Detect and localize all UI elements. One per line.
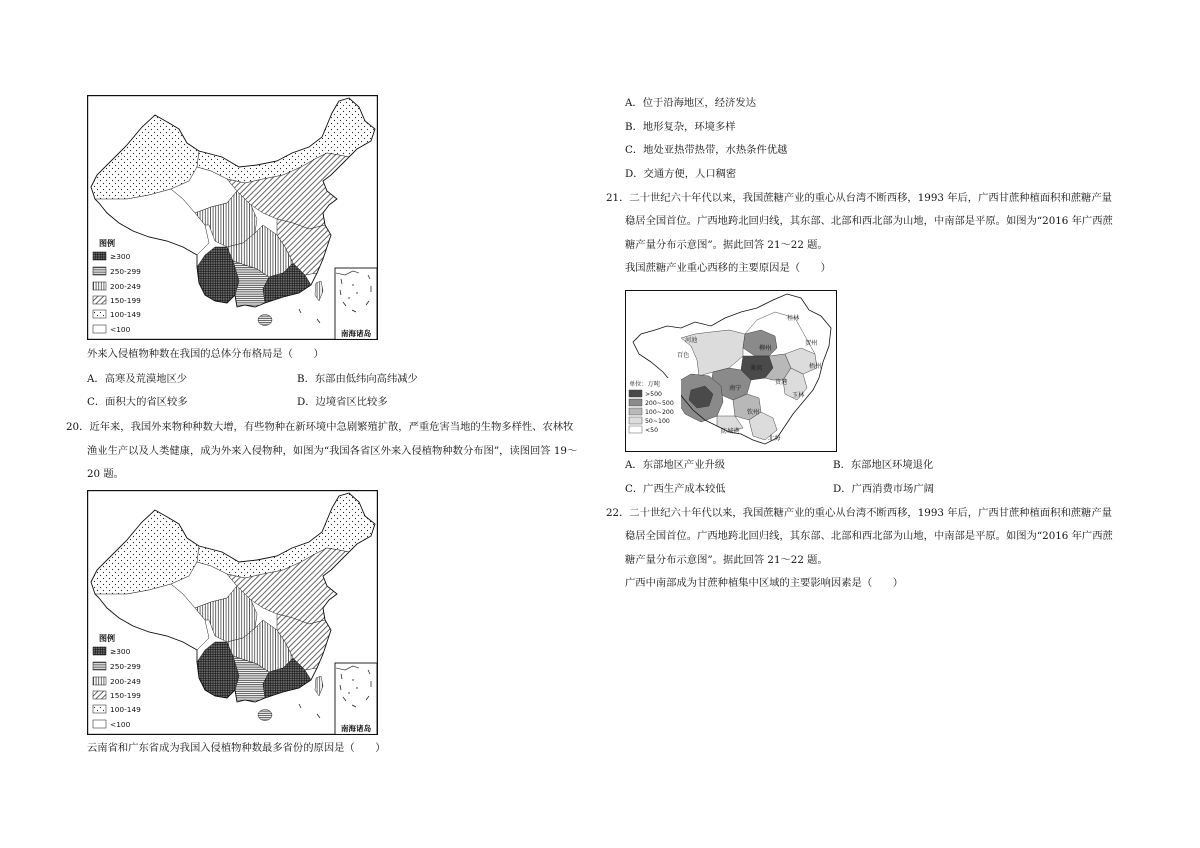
q19-stem: 外来入侵植物种数在我国的总体分布格局是（ ） bbox=[87, 348, 324, 360]
legend-label: 100~200 bbox=[645, 409, 674, 416]
legend-label: 200~500 bbox=[645, 400, 674, 407]
legend-label: ≥300 bbox=[110, 647, 131, 656]
q20-option-c: C．地处亚热带热带，水热条件优越 bbox=[625, 144, 788, 156]
legend-label: >500 bbox=[645, 391, 662, 398]
legend-label: 250-299 bbox=[110, 662, 141, 671]
q20-passage-line-2: 渔业生产以及人类健康，成为外来入侵物种，如图为“我国各省区外来入侵植物种数分布图”，读图回答 19～ bbox=[87, 445, 578, 457]
legend-swatch bbox=[93, 296, 106, 304]
legend-label: 100-149 bbox=[110, 705, 141, 714]
region-hainan bbox=[258, 710, 272, 721]
legend-swatch bbox=[93, 677, 106, 685]
city-label: 河池 bbox=[685, 337, 698, 344]
legend-label: 50~100 bbox=[645, 418, 670, 425]
q19-option-b: B．东部由低纬向高纬减少 bbox=[297, 373, 418, 385]
legend-label: 150-199 bbox=[110, 296, 141, 305]
legend-swatch bbox=[93, 691, 106, 699]
q22-stem: 广西中南部成为甘蔗种植集中区域的主要影响因素是（ ） bbox=[625, 577, 904, 589]
q22-passage-line-3: 糖产量分布示意图”。据此回答 21～22 题。 bbox=[625, 554, 828, 566]
legend-swatch bbox=[93, 647, 106, 655]
legend-swatch bbox=[629, 399, 642, 406]
figure-china-map-2 bbox=[87, 490, 378, 739]
q19-option-a: A．高寒及荒漠地区少 bbox=[87, 373, 188, 385]
legend-unit: 单位：万吨 bbox=[629, 381, 660, 388]
city-label: 来宾 bbox=[750, 365, 763, 372]
legend-swatch bbox=[93, 282, 106, 290]
inset-label: 南海诸岛 bbox=[340, 724, 372, 733]
figure-china-map-1 bbox=[87, 95, 378, 344]
q22-passage-line-2: 稳居全国首位。广西地跨北回归线，其东部、北部和西北部为山地，中南部是平原。如图为“2016 年广西蔗 bbox=[625, 530, 1113, 542]
legend-swatch bbox=[629, 390, 642, 397]
legend-label: <100 bbox=[110, 325, 131, 334]
legend-swatch bbox=[93, 267, 106, 275]
q19-option-d: D．边境省区比较多 bbox=[297, 396, 388, 408]
q20-passage-line-3: 20 题。 bbox=[87, 468, 124, 480]
q21-stem: 我国蔗糖产业重心西移的主要原因是（ ） bbox=[625, 262, 831, 274]
legend-swatch bbox=[93, 705, 106, 713]
legend-swatch bbox=[93, 662, 106, 670]
q20-option-b: B．地形复杂，环境多样 bbox=[625, 121, 736, 133]
q19-option-c: C．面积大的省区较多 bbox=[87, 396, 188, 408]
legend-swatch bbox=[629, 408, 642, 415]
q21-passage-line-1: 21．二十世纪六十年代以来，我国蔗糖产业的重心从台湾不断西移，1993 年后，广西甘蔗种植面积和蔗糖产量 bbox=[606, 192, 1112, 204]
legend-label: 200-249 bbox=[110, 282, 141, 291]
china-invasive-plant-map bbox=[87, 490, 378, 735]
q21-option-d: D．广西消费市场广阔 bbox=[833, 483, 934, 495]
city-label: 柳州 bbox=[759, 345, 772, 352]
guangxi-legend bbox=[627, 378, 681, 436]
city-label: 百色 bbox=[677, 352, 690, 359]
guangxi-sugar-map-svg bbox=[625, 290, 837, 452]
inset-label: 南海诸岛 bbox=[340, 329, 372, 338]
q22-passage-line-1: 22．二十世纪六十年代以来，我国蔗糖产业的重心从台湾不断西移，1993 年后，广西甘蔗种植面积和蔗糖产量 bbox=[606, 507, 1112, 519]
south-china-sea-inset bbox=[335, 663, 377, 734]
legend-label: 250-299 bbox=[110, 267, 141, 276]
city-label: 玉林 bbox=[792, 392, 805, 399]
legend-swatch bbox=[93, 325, 106, 333]
city-label: 防城港 bbox=[721, 428, 740, 435]
q21-passage-line-2: 稳居全国首位。广西地跨北回归线，其东部、北部和西北部为山地，中南部是平原。如图为“2016 年广西蔗 bbox=[625, 215, 1113, 227]
city-label: 贺州 bbox=[805, 340, 818, 347]
q21-passage-line-3: 糖产量分布示意图”。据此回答 21～22 题。 bbox=[625, 239, 828, 251]
region-hainan bbox=[258, 315, 272, 326]
city-label: 梧州 bbox=[809, 363, 822, 370]
legend-label: 200-249 bbox=[110, 677, 141, 686]
legend-label: ≥300 bbox=[110, 252, 131, 261]
legend-swatch bbox=[93, 310, 106, 318]
city-label: 贵港 bbox=[775, 379, 788, 386]
city-label: 桂林 bbox=[787, 315, 800, 322]
legend-swatch bbox=[93, 720, 106, 728]
figure-guangxi-map bbox=[625, 290, 837, 456]
q21-option-a: A．东部地区产业升级 bbox=[625, 459, 726, 471]
south-china-sea-inset bbox=[335, 268, 377, 339]
legend-label: 150-199 bbox=[110, 691, 141, 700]
legend-swatch bbox=[629, 417, 642, 424]
city-label: 南宁 bbox=[729, 385, 742, 392]
legend-label: <100 bbox=[110, 720, 131, 729]
q20-passage-line-1: 20．近年来，我国外来物种种数大增，有些物种在新环境中急剧繁殖扩散，严重危害当地的生物多样性、农林牧 bbox=[66, 421, 574, 433]
legend-swatch bbox=[629, 426, 642, 433]
q21-option-b: B．东部地区环境退化 bbox=[833, 459, 934, 471]
legend-swatch bbox=[93, 252, 106, 260]
legend-label: 100-149 bbox=[110, 310, 141, 319]
q21-option-c: C．广西生产成本较低 bbox=[625, 483, 726, 495]
q20-option-a: A．位于沿海地区，经济发达 bbox=[625, 97, 756, 109]
legend-title: 图例 bbox=[99, 634, 115, 643]
q20-stem: 云南省和广东省成为我国入侵植物种数最多省份的原因是（ ） bbox=[87, 742, 386, 754]
legend-title: 图例 bbox=[99, 239, 115, 248]
city-label: 北海 bbox=[768, 435, 781, 442]
legend-label: <50 bbox=[645, 427, 659, 434]
city-label: 钦州 bbox=[747, 409, 760, 416]
china-invasive-plant-map bbox=[87, 95, 378, 340]
q20-option-d: D．交通方便，人口稠密 bbox=[625, 168, 737, 180]
